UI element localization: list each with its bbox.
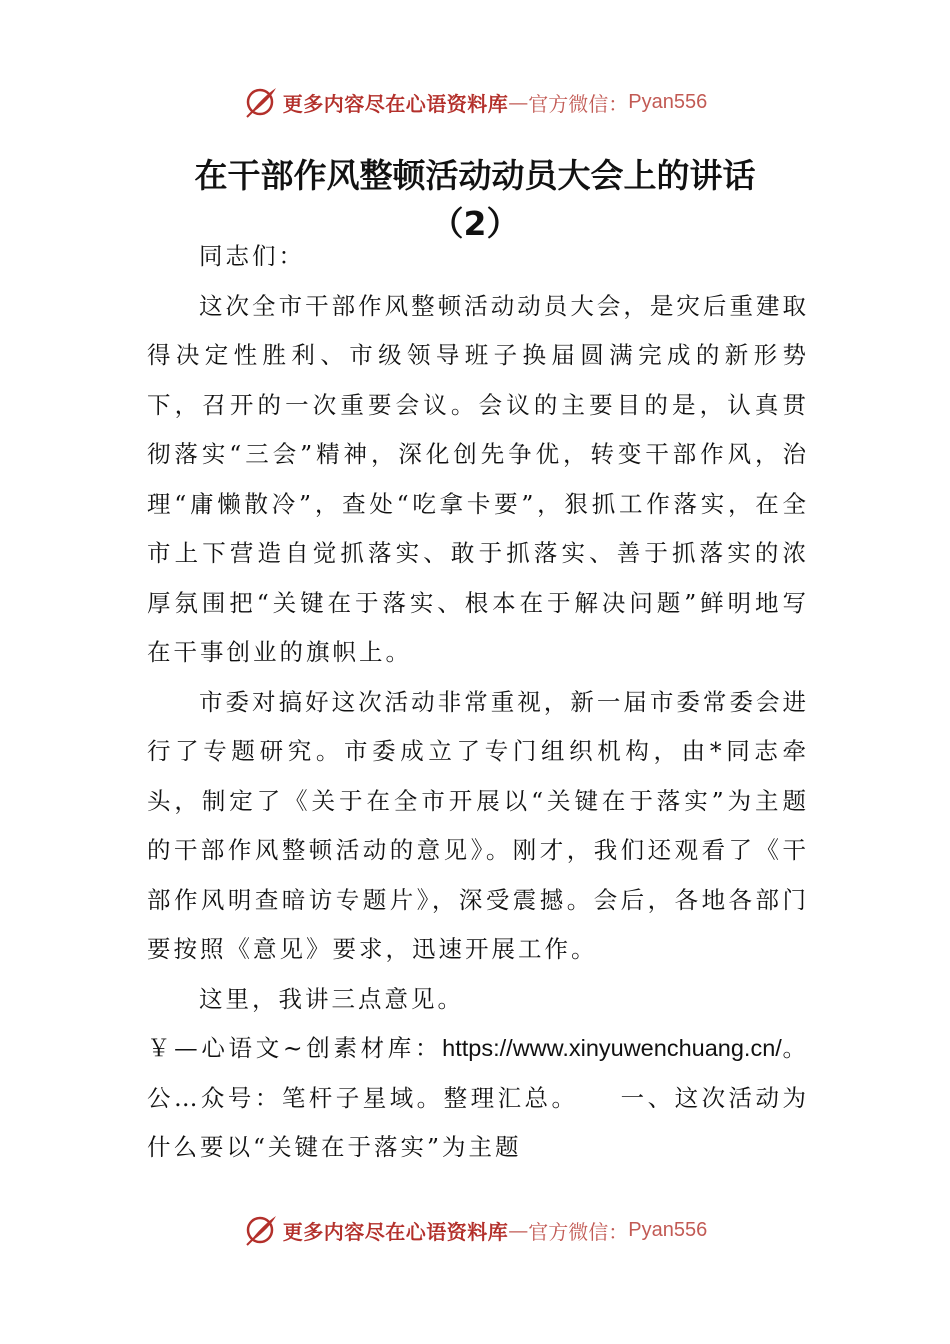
document-title: 在干部作风整顿活动动员大会上的讲话 xyxy=(194,156,756,195)
paragraph-4 xyxy=(147,1024,809,1173)
paragraph-2: 市委对搞好这次活动非常重视，新一届市委常委会进行了专题研究。市委成立了专门组织机构，由*同志牵头，制定了《关于在全市开展以“关键在于落实”为主题的干部作风整顿活动的意见》。刚才，我们还观看了《干部作风明查暗访专题片》，深受震撼。会后，各地各部门要按照《意见》要求，迅速开展工作。 xyxy=(147,687,809,963)
document-body xyxy=(147,232,809,1173)
watermark-banner-bottom xyxy=(0,1210,950,1250)
banner-title: 更多内容尽在心语资料库 xyxy=(282,1219,509,1244)
quill-logo-icon xyxy=(243,1213,279,1247)
watermark-banner-top xyxy=(0,82,950,122)
banner-dash: — xyxy=(508,1218,529,1242)
banner-wechat-label: 官方微信： xyxy=(528,1219,629,1244)
banner-title: 更多内容尽在心语资料库 xyxy=(282,91,509,116)
source-url-link[interactable]: https://www.xinyuwenchuang.cn/ xyxy=(442,1035,782,1061)
paragraph-4-prefix: ￥—心语文~创素材库： xyxy=(147,1034,443,1062)
document-title-number: （2） xyxy=(430,204,520,243)
paragraph-1: 这次全市干部作风整顿活动动员大会，是灾后重建取得决定性胜利、市级领导班子换届圆满完成的新形势下，召开的一次重要会议。会议的主要目的是，认真贯彻落实“三会”精神，深化创先争优，转变干部作风，治理“庸懒散冷”，查处“吃拿卡要”，狠抓工作落实，在全市上下营造自觉抓落实、敢于抓落实、善于抓落实的浓厚氛围把“关键在于落实、根本在于解决问题”鲜明地写在干事创业的旗帜上。 xyxy=(147,291,809,666)
quill-logo-icon xyxy=(243,85,279,119)
banner-wechat-id: Pyan556 xyxy=(628,1218,708,1241)
banner-dash: — xyxy=(508,90,529,114)
paragraph-3: 这里，我讲三点意见。 xyxy=(199,984,464,1013)
salutation: 同志们： xyxy=(199,242,305,270)
banner-wechat-id: Pyan556 xyxy=(628,90,708,113)
banner-wechat-label: 官方微信： xyxy=(528,91,629,116)
paragraph-4-suffix: 。公…众号：笔杆子星域。整理汇总。 一、这次活动为什么要以“关键在于落实”为主题 xyxy=(147,1034,809,1161)
